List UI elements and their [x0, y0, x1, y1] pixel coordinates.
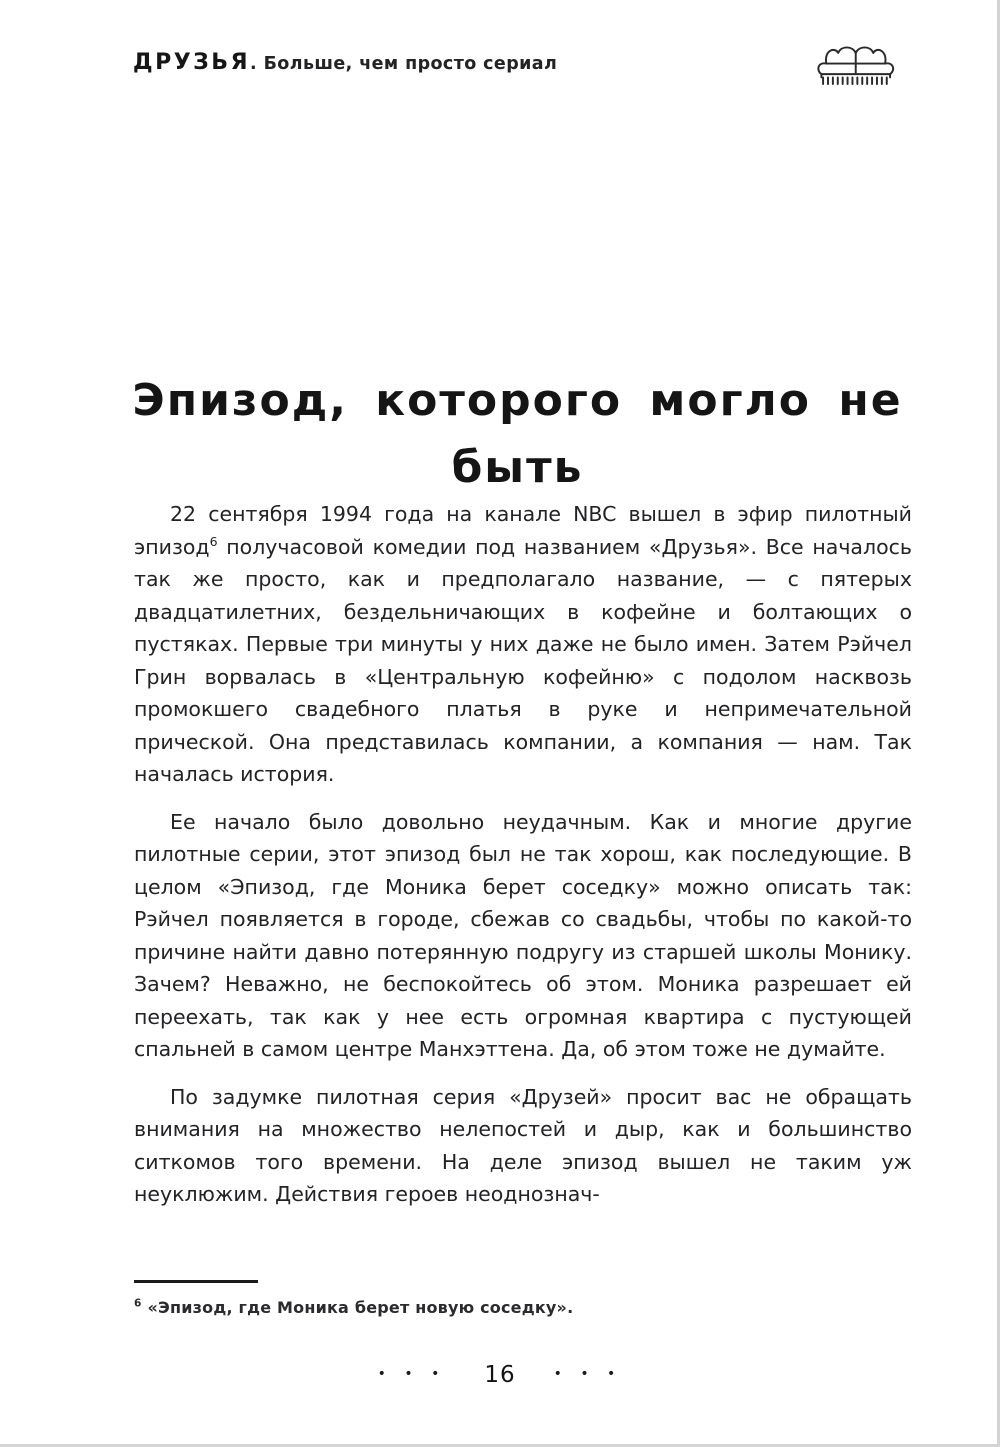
footnote-marker: 6: [134, 1297, 142, 1310]
book-title: ДРУЗЬЯ: [133, 50, 251, 75]
footnote-reference: 6: [209, 533, 218, 549]
footnote-divider: [134, 1280, 258, 1283]
paragraph-text: получасовой комедии под названием «Друзья». Все началось так же просто, как и предполагало название, — с пятерых двадцатилетних, бездельничающих в кофейне и болтающих о пустяках. Первые три минуты у них даже не было имен. Затем Рэйчел Грин ворвалась в «Центральную кофейню» с подолом насквозь промокшего свадебного платья в руке и непримечательной прической. Она представилась компании, а компания — нам. Так началась история.: [134, 534, 912, 786]
footer-dots-right: • • •: [553, 1366, 623, 1382]
page-footer: [0, 1362, 1000, 1388]
paragraph-text: Ее начало было довольно неудачным. Как и многие другие пилотные серии, этот эпизод был не так хорош, как последующие. В целом «Эпизод, где Моника берет соседку» можно описать так: Рэйчел появляется в городе, сбежав со свадьбы, чтобы по какой-то причине найти давно потерянную подругу из старшей школы Монику. Зачем? Неважно, не беспокойтесь об этом. Моника разрешает ей переехать, так как у нее есть огромная квартира с пустующей спальней в самом центре Манхэттена. Да, об этом тоже не думайте.: [134, 809, 912, 1061]
chapter-title-line2: быть: [451, 441, 584, 493]
page-number: 16: [484, 1362, 516, 1388]
couch-icon: [810, 40, 908, 92]
book-subtitle: . Больше, чем просто сериал: [250, 54, 558, 74]
body-paragraph: [134, 1081, 912, 1211]
footer-dots-left: • • •: [377, 1366, 447, 1382]
footnote-body: «Эпизод, где Моника берет новую соседку».: [147, 1297, 574, 1317]
paragraph-text: По задумке пилотная серия «Друзей» просит вас не обращать внимания на множество нелепостей и дыр, как и большинство ситкомов того времени. На деле эпизод вышел не таким уж неуклюжим. Действия героев неоднознач-: [134, 1084, 912, 1206]
body-paragraph: [134, 498, 912, 791]
running-header: [133, 40, 908, 92]
paragraph-text: 22 сентября 1994 года на канале NBC вышел в эфир пилотный эпизод: [134, 502, 912, 559]
chapter-title: [95, 368, 940, 502]
running-header-text: [133, 40, 557, 75]
footnote: [134, 1280, 874, 1317]
chapter-title-line1: Эпизод, которого могло не: [132, 375, 903, 426]
body-text: [134, 498, 912, 1226]
body-paragraph: [134, 806, 912, 1066]
footnote-text: [134, 1298, 874, 1317]
